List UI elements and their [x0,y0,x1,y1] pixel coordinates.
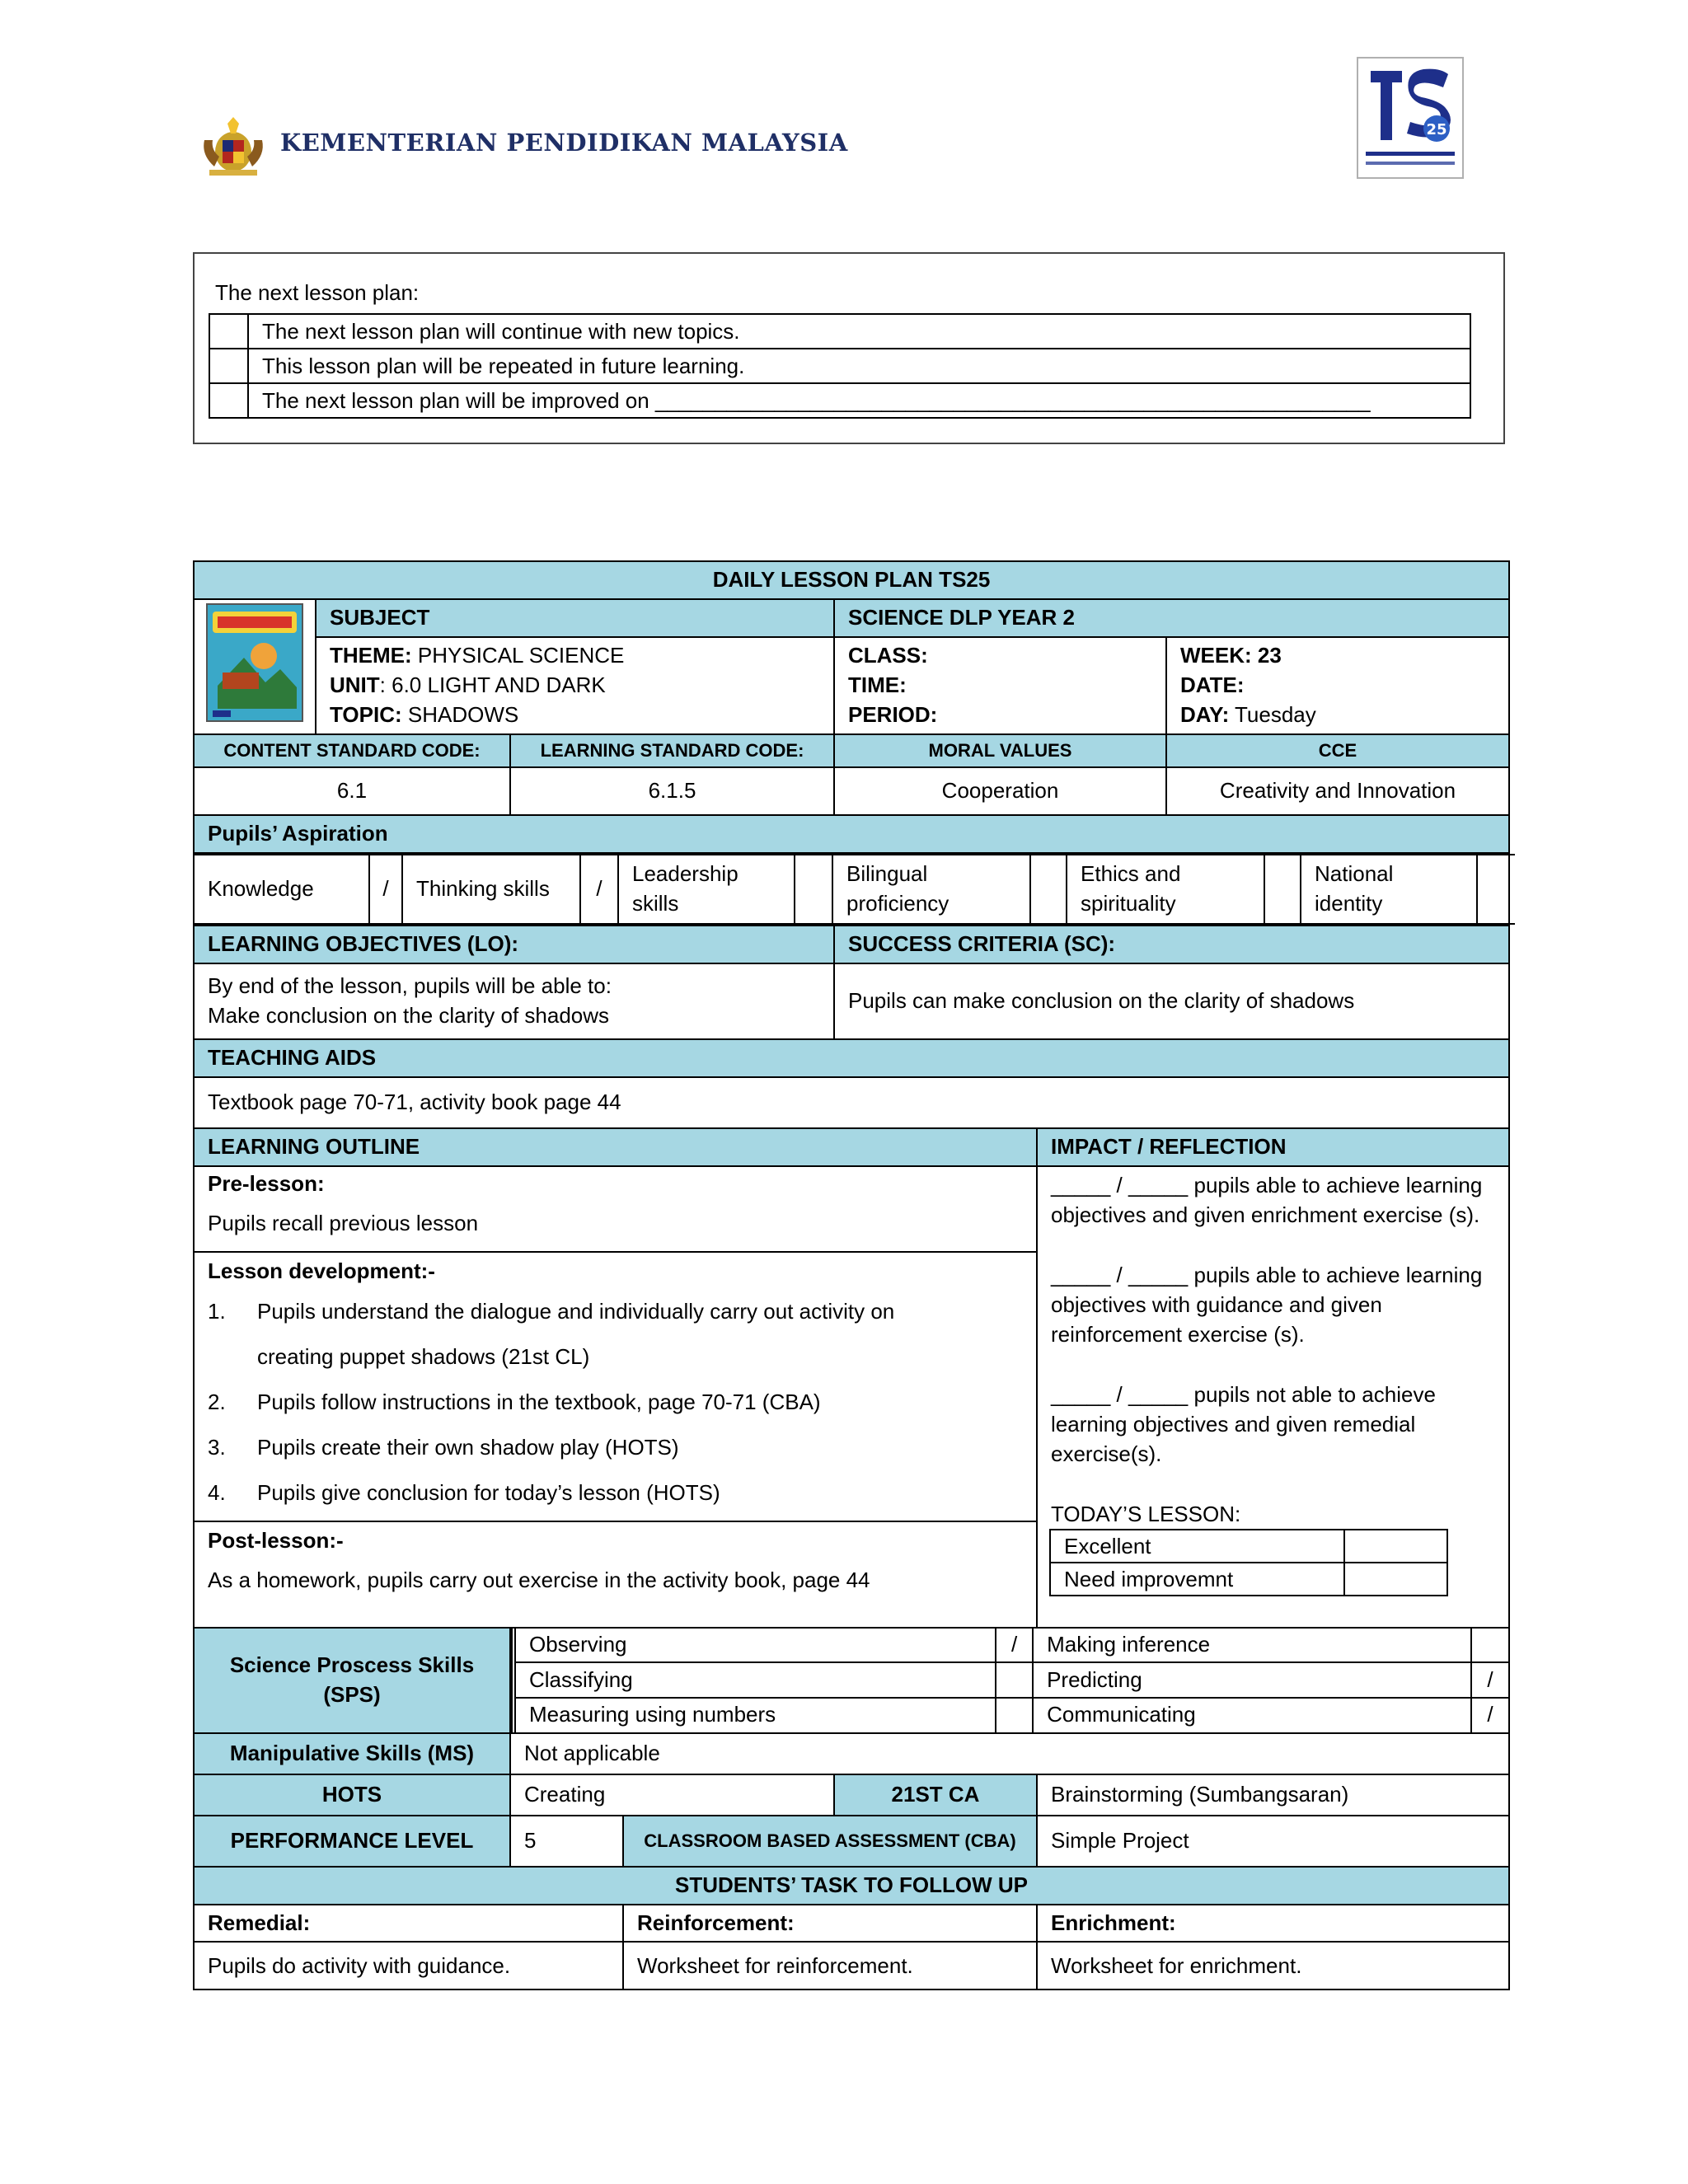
ms-label: Manipulative Skills (MS) [194,1733,510,1774]
cce-value: Creativity and Innovation [1166,767,1509,815]
moral-values-label: MORAL VALUES [834,734,1166,767]
sps-checkbox[interactable]: / [996,1629,1033,1663]
rating-excellent: Excellent [1050,1530,1344,1563]
svg-text:25: 25 [1426,121,1447,138]
rating-need-improvement: Need improvemnt [1050,1563,1344,1596]
lo-text [194,963,834,1039]
lo-line: Make conclusion on the clarity of shadows [208,1002,610,1028]
next-option-label: The next lesson plan will be improved on ____________________________________________________________ [248,383,1470,418]
daily-lesson-plan-table [193,560,1510,1990]
aspiration-leadership: Leadership skills [618,855,795,924]
next-option-row [209,383,1470,418]
reinforcement-label: Reinforcement: [623,1905,1037,1943]
remedial-text: Pupils do activity with guidance. [194,1942,623,1990]
rating-need-improvement-checkbox[interactable] [1344,1563,1447,1596]
sps-checkbox[interactable] [996,1698,1033,1732]
next-option-row [209,349,1470,383]
unit-line: UNIT: 6.0 LIGHT AND DARK [330,672,606,697]
science-book-cover-icon [206,603,303,722]
list-item: 4. Pupils give conclusion for today’s lesson (HOTS) [208,1479,720,1505]
sc-label: SUCCESS CRITERIA (SC): [834,926,1509,963]
sps-making-inference: Making inference [1033,1629,1471,1663]
week-date-day [1166,637,1509,734]
sps-classifying: Classifying [513,1662,996,1698]
cba-label: CLASSROOM BASED ASSESSMENT (CBA) [623,1816,1037,1867]
next-lesson-title: The next lesson plan: [215,280,420,305]
moral-values-value: Cooperation [834,767,1166,815]
aspiration-checkbox[interactable] [795,855,832,924]
book-cover [194,599,316,734]
lo-label: LEARNING OBJECTIVES (LO): [194,926,834,963]
todays-lesson-rating [1049,1529,1448,1596]
todays-lesson-label: TODAY’S LESSON: [1051,1501,1241,1526]
impact-reinforcement: _____ / _____ pupils able to achieve learning objectives with guidance and given reinforcement exercise (s). [1051,1262,1483,1347]
pre-lesson-text: Pupils recall previous lesson [208,1210,479,1235]
ca-label: 21ST CA [834,1774,1037,1816]
sps-checkbox[interactable]: / [1471,1698,1508,1732]
performance-level-label: PERFORMANCE LEVEL [194,1816,510,1867]
list-item: 1. Pupils understand the dialogue and individually carry out activity on creating puppet shadows (21st CL) [208,1298,895,1369]
impact-label: IMPACT / REFLECTION [1037,1128,1509,1166]
pre-lesson-label: Pre-lesson: [208,1170,325,1196]
remedial-label: Remedial: [194,1905,623,1943]
learning-outline [194,1166,1037,1628]
content-standard-label: CONTENT STANDARD CODE: [194,734,510,767]
sc-text: Pupils can make conclusion on the clarity of shadows [834,963,1509,1039]
next-lesson-box [193,252,1505,444]
lesson-development-steps [208,1289,1023,1516]
aspiration-ethics: Ethics and spirituality [1067,855,1264,924]
aspiration-thinking: Thinking skills [402,855,580,924]
rating-excellent-checkbox[interactable] [1344,1530,1447,1563]
followup-label: STUDENTS’ TASK TO FOLLOW UP [194,1867,1509,1905]
aspiration-label: Pupils’ Aspiration [194,815,1509,853]
teaching-aids-label: TEACHING AIDS [194,1039,1509,1077]
aspiration-checkbox[interactable]: / [369,855,402,924]
aspirations-row [194,853,1509,926]
cce-label: CCE [1166,734,1509,767]
aspiration-checkbox[interactable] [1264,855,1301,924]
lesson-development-label: Lesson development:- [208,1258,435,1283]
ca-value: Brainstorming (Sumbangsaran) [1037,1774,1509,1816]
ms-value: Not applicable [510,1733,1509,1774]
sps-checkbox[interactable]: / [1471,1662,1508,1698]
next-option-row [209,314,1470,349]
aspiration-checkbox[interactable]: / [580,855,618,924]
sps-checkbox[interactable] [1471,1629,1508,1663]
impact-enrichment: _____ / _____ pupils able to achieve learning objectives and given enrichment exercise (s). [1051,1172,1483,1228]
day-line: DAY: Tuesday [1180,701,1316,727]
theme-unit-topic [316,637,834,734]
aspiration-national: National identity [1301,855,1477,924]
enrichment-label: Enrichment: [1037,1905,1509,1943]
subject-label: SUBJECT [316,599,834,637]
sps-observing: Observing [513,1629,996,1663]
learning-standard-label: LEARNING STANDARD CODE: [510,734,834,767]
learning-standard-value: 6.1.5 [510,767,834,815]
learning-outline-label: LEARNING OUTLINE [194,1128,1037,1166]
content-standard-value: 6.1 [194,767,510,815]
class-label: CLASS: [848,642,928,668]
theme-line: THEME: PHYSICAL SCIENCE [330,642,625,668]
class-time-period [834,637,1166,734]
next-option-label: The next lesson plan will continue with new topics. [248,314,1470,349]
impact-remedial: _____ / _____ pupils not able to achieve learning objectives and given remedial exercise(s). [1051,1381,1436,1467]
hots-value: Creating [510,1774,834,1816]
reinforcement-text: Worksheet for reinforcement. [623,1942,1037,1990]
enrichment-text: Worksheet for enrichment. [1037,1942,1509,1990]
aspiration-checkbox[interactable] [1477,855,1515,924]
malaysia-crest-icon [198,115,269,180]
aspiration-bilingual: Bilingual proficiency [832,855,1030,924]
next-option-checkbox[interactable] [209,314,248,349]
sps-predicting: Predicting [1033,1662,1471,1698]
sps-measuring: Measuring using numbers [513,1698,996,1732]
aspiration-checkbox[interactable] [1030,855,1067,924]
next-option-checkbox[interactable] [209,349,248,383]
lo-line: By end of the lesson, pupils will be able to: [208,973,612,999]
topic-line: TOPIC: SHADOWS [330,701,519,727]
sps-checkbox[interactable] [996,1662,1033,1698]
post-lesson-label: Post-lesson:- [208,1527,344,1553]
plan-title: DAILY LESSON PLAN TS25 [194,561,1509,599]
hots-label: HOTS [194,1774,510,1816]
ministry-name: KEMENTERIAN PENDIDIKAN MALAYSIA [280,129,848,157]
subject-value: SCIENCE DLP YEAR 2 [834,599,1509,637]
teaching-aids-text: Textbook page 70-71, activity book page 44 [194,1077,1509,1128]
time-label: TIME: [848,672,907,697]
date-label: DATE: [1180,672,1245,697]
next-option-checkbox[interactable] [209,383,248,418]
next-option-label: This lesson plan will be repeated in future learning. [248,349,1470,383]
list-item: 2. Pupils follow instructions in the textbook, page 70-71 (CBA) [208,1389,821,1414]
cba-value: Simple Project [1037,1816,1509,1867]
aspiration-knowledge: Knowledge [195,855,369,924]
post-lesson-text: As a homework, pupils carry out exercise in the activity book, page 44 [208,1567,870,1592]
sps-skills [510,1628,1509,1733]
list-item: 3. Pupils create their own shadow play (HOTS) [208,1434,679,1460]
impact-reflection [1037,1166,1509,1628]
performance-level-value: 5 [510,1816,623,1867]
ts25-logo-icon [1356,56,1465,180]
period-label: PERIOD: [848,701,938,727]
next-lesson-options [209,313,1471,419]
sps-communicating: Communicating [1033,1698,1471,1732]
sps-label: Science Proscess Skills (SPS) [194,1628,510,1733]
week-label: WEEK: 23 [1180,642,1282,668]
